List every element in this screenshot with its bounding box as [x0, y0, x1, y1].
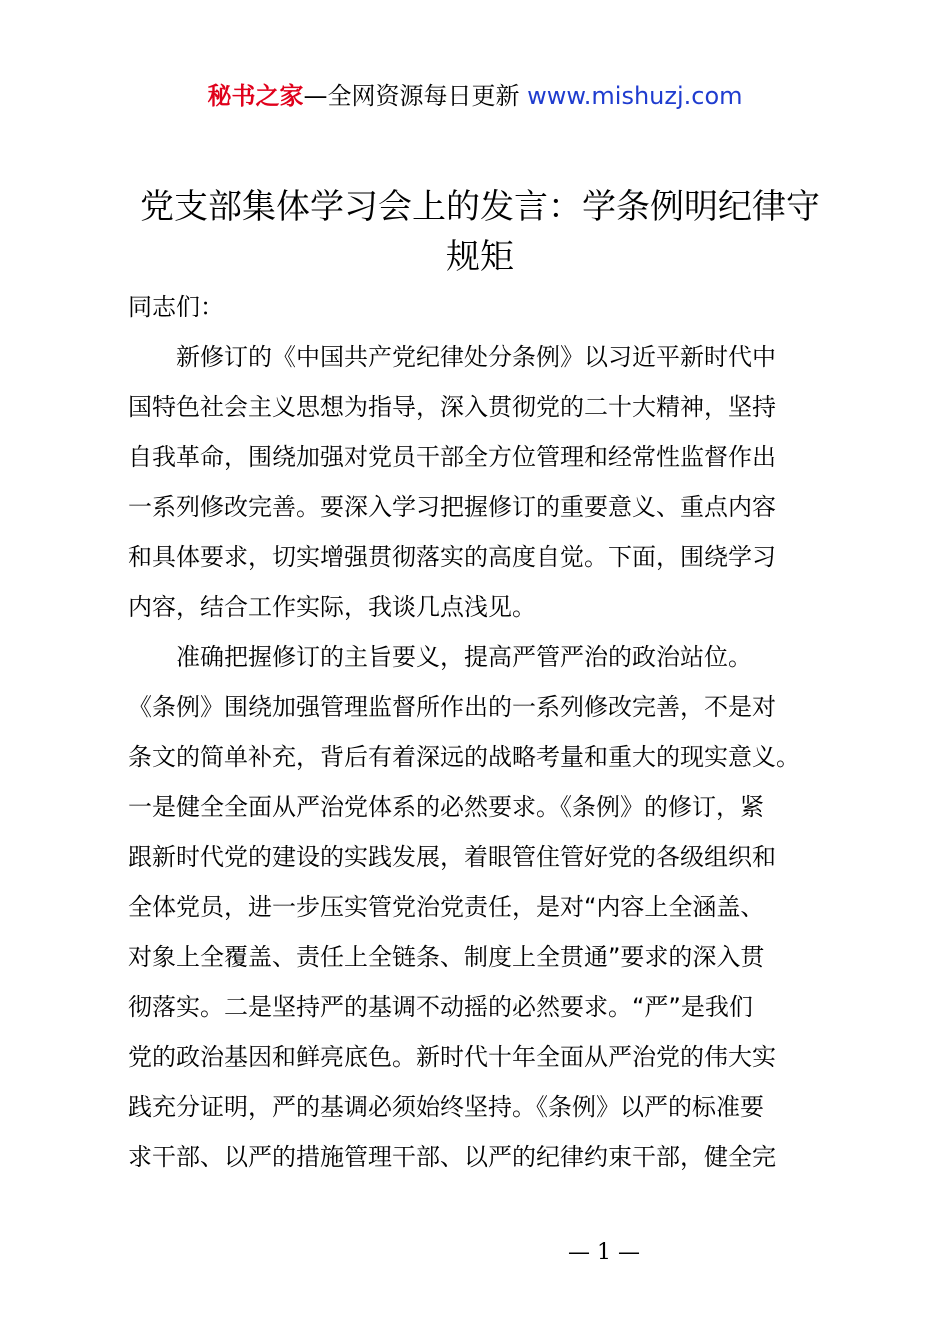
- document-body: [128, 332, 833, 1182]
- body-line: 条文的简单补充，背后有着深远的战略考量和重大的现实意义。: [128, 743, 800, 771]
- body-line: 一是健全全面从严治党体系的必然要求。《条例》的修订，紧: [128, 793, 764, 821]
- body-line: 国特色社会主义思想为指导，深入贯彻党的二十大精神，坚持: [128, 393, 776, 421]
- body-line: 践充分证明，严的基调必须始终坚持。《条例》以严的标准要: [128, 1093, 764, 1121]
- site-tagline: —全网资源每日更新: [303, 82, 528, 110]
- salutation: 同志们：: [128, 293, 224, 321]
- body-line: 跟新时代党的建设的实践发展，着眼管住管好党的各级组织和: [128, 843, 776, 871]
- page-number: — 1 —: [568, 1240, 640, 1265]
- site-url-link[interactable]: www.mishuzj.com: [527, 82, 743, 110]
- site-brand: 秘书之家: [207, 82, 304, 110]
- document-title-line-1: 党支部集体学习会上的发言：学条例明纪律守: [140, 187, 820, 227]
- body-line: 求干部、以严的措施管理干部、以严的纪律约束干部，健全完: [128, 1143, 776, 1171]
- body-line: 自我革命，围绕加强对党员干部全方位管理和经常性监督作出: [128, 443, 776, 471]
- body-line: 彻落实。二是坚持严的基调不动摇的必然要求。“严”是我们: [128, 993, 753, 1021]
- body-line: 准确把握修订的主旨要义，提高严管严治的政治站位。: [176, 643, 752, 671]
- body-line: 党的政治基因和鲜亮底色。新时代十年全面从严治党的伟大实: [128, 1043, 776, 1071]
- body-line: 《条例》围绕加强管理监督所作出的一系列修改完善，不是对: [128, 693, 776, 721]
- document-title-line-2: 规矩: [446, 237, 514, 277]
- body-line: 新修订的《中国共产党纪律处分条例》以习近平新时代中: [176, 343, 776, 371]
- document-title: [110, 182, 850, 282]
- site-header: [0, 80, 950, 112]
- body-line: 一系列修改完善。要深入学习把握修订的重要意义、重点内容: [128, 493, 776, 521]
- body-line: 全体党员，进一步压实管党治党责任，是对“内容上全涵盖、: [128, 893, 765, 921]
- body-line: 内容，结合工作实际，我谈几点浅见。: [128, 593, 536, 621]
- body-line: 对象上全覆盖、责任上全链条、制度上全贯通”要求的深入贯: [128, 943, 765, 971]
- body-line: 和具体要求，切实增强贯彻落实的高度自觉。下面，围绕学习: [128, 543, 776, 571]
